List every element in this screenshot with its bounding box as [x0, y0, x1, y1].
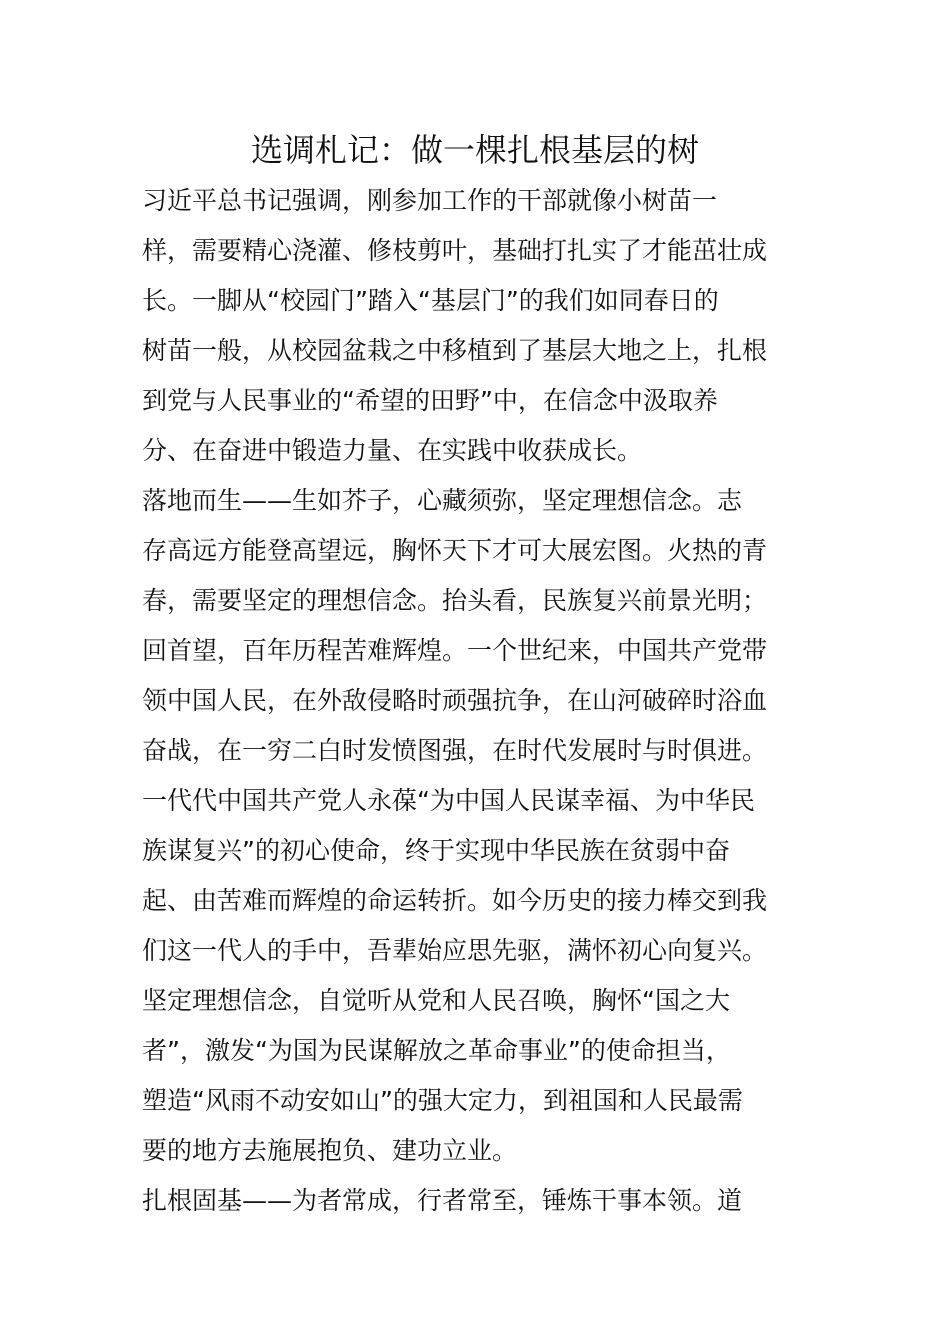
paragraph-line: 习近平总书记强调，刚参加工作的干部就像小树苗一 — [142, 186, 718, 215]
document-title: 选调札记：做一棵扎根基层的树 — [250, 131, 699, 169]
paragraph-line: 回首望，百年历程苦难辉煌。一个世纪来，中国共产党带 — [142, 636, 768, 665]
paragraph-line: 分、在奋进中锻造力量、在实践中收获成长。 — [142, 436, 643, 465]
paragraph-line: 存高远方能登高望远，胸怀天下才可大展宏图。火热的青 — [142, 536, 768, 565]
document-body — [142, 176, 808, 1226]
paragraph-line: 落地而生——生如芥子，心藏须弥，坚定理想信念。志 — [142, 486, 743, 515]
paragraph-line: 起、由苦难而辉煌的命运转折。如今历史的接力棒交到我 — [142, 886, 768, 915]
paragraph-line: 到党与人民事业的“希望的田野”中，在信念中汲取养 — [142, 386, 718, 415]
paragraph-line: 奋战，在一穷二白时发愤图强，在时代发展时与时俱进。 — [142, 736, 768, 765]
paragraph-line: 春，需要坚定的理想信念。抬头看，民族复兴前景光明； — [142, 586, 768, 615]
paragraph-line: 们这一代人的手中，吾辈始应思先驱，满怀初心向复兴。 — [142, 936, 768, 965]
paragraph-line: 样，需要精心浇灌、修枝剪叶，基础打扎实了才能茁壮成 — [142, 236, 768, 265]
paragraph-line: 一代代中国共产党人永葆“为中国人民谋幸福、为中华民 — [142, 786, 755, 815]
paragraph-line: 要的地方去施展抱负、建功立业。 — [142, 1136, 518, 1165]
paragraph-line: 塑造“风雨不动安如山”的强大定力，到祖国和人民最需 — [142, 1086, 743, 1115]
paragraph-line: 族谋复兴”的初心使命，终于实现中华民族在贫弱中奋 — [142, 836, 730, 865]
paragraph-line: 树苗一般，从校园盆栽之中移植到了基层大地之上，扎根 — [142, 336, 768, 365]
paragraph-line: 长。一脚从“校园门”踏入“基层门”的我们如同春日的 — [142, 286, 719, 315]
paragraph-line: 坚定理想信念，自觉听从党和人民召唤，胸怀“国之大 — [142, 986, 730, 1015]
paragraph-line: 者”，激发“为国为民谋解放之革命事业”的使命担当， — [142, 1036, 731, 1065]
paragraph-line: 领中国人民，在外敌侵略时顽强抗争，在山河破碎时浴血 — [142, 686, 768, 715]
paragraph-line: 扎根固基——为者常成，行者常至，锤炼干事本领。道 — [142, 1186, 743, 1215]
